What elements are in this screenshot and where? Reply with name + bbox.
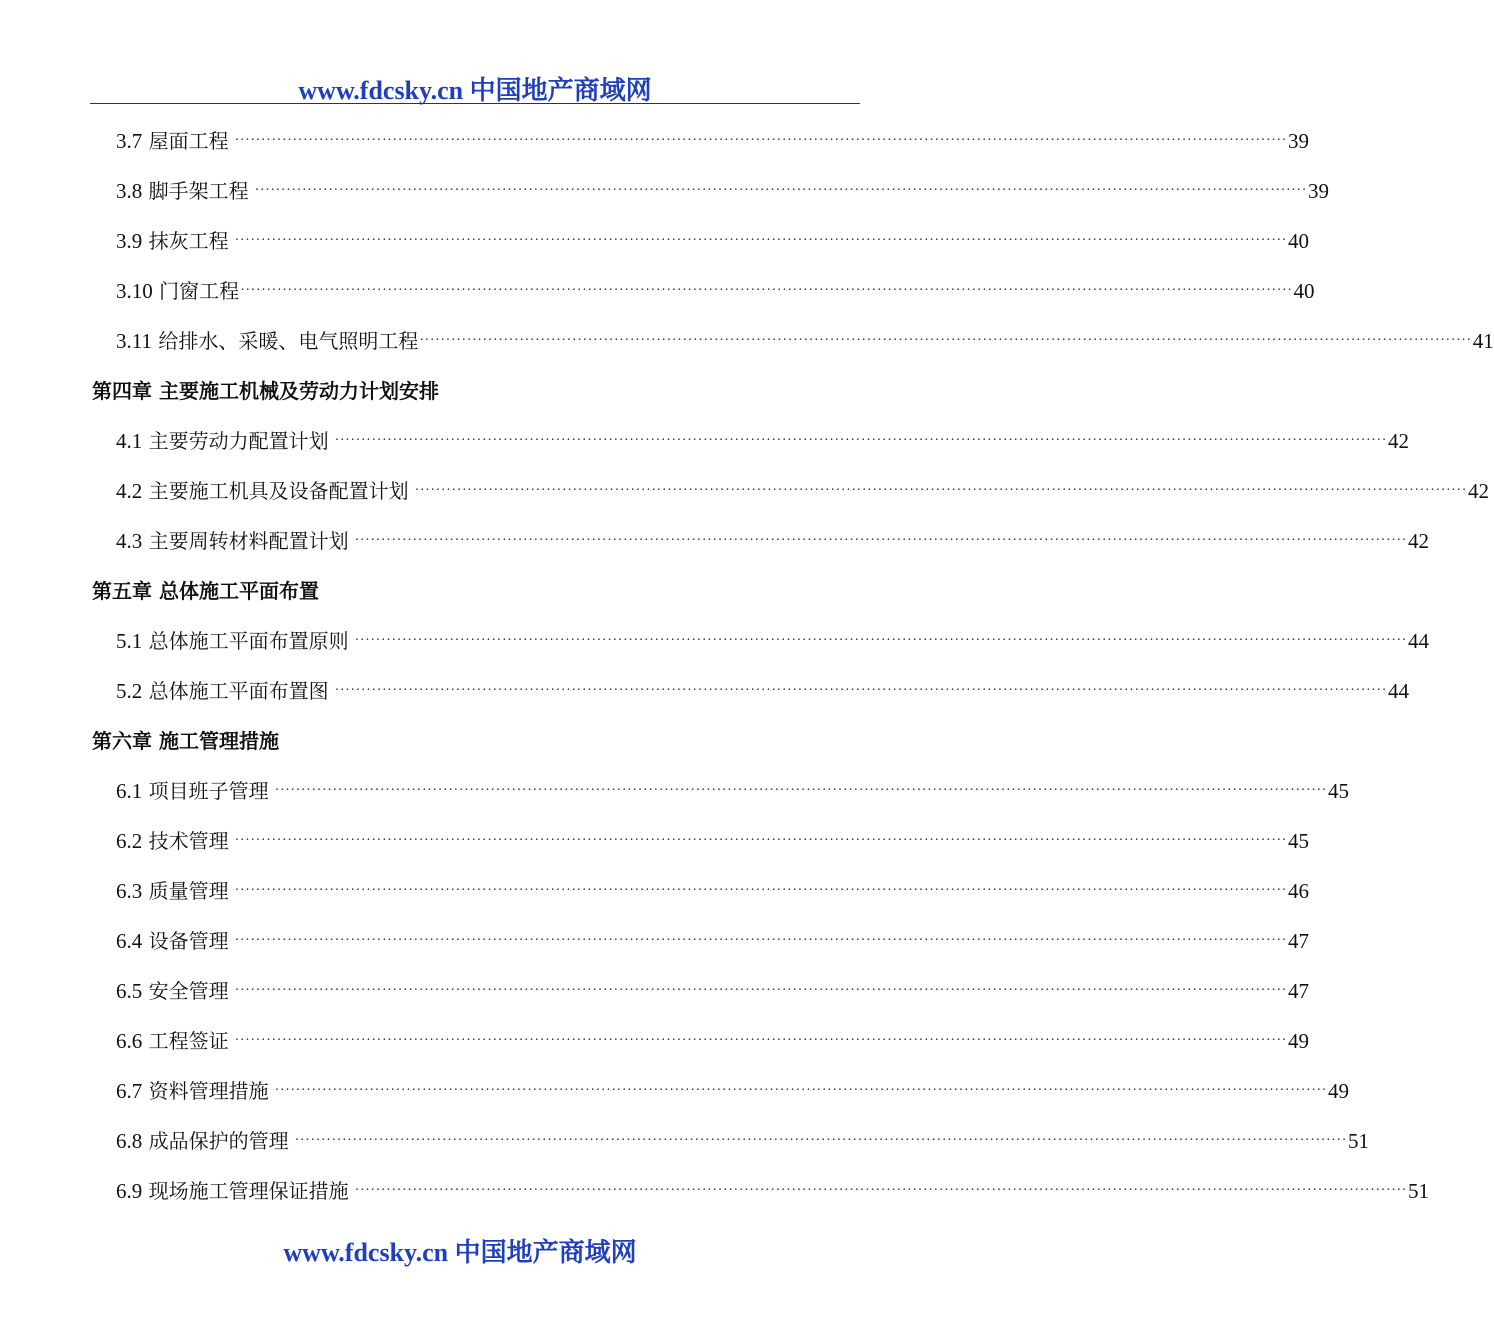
toc-entry-row <box>0 118 1310 168</box>
page-number: 45 <box>1328 779 1350 803</box>
toc-entry-link[interactable] <box>116 526 1430 556</box>
section-title: 抹灰工程 <box>148 229 229 253</box>
page-number: 51 <box>1408 1179 1430 1203</box>
toc-entry-row <box>0 1118 1370 1168</box>
section-number: 6.1 <box>116 779 143 803</box>
toc-entry-row <box>0 168 1330 218</box>
toc-entry-label <box>116 826 229 856</box>
toc-entry-row <box>0 868 1310 918</box>
section-number: 3.8 <box>116 179 143 203</box>
section-number: 5.2 <box>116 679 143 703</box>
section-number: 4.1 <box>116 429 143 453</box>
dot-leader: ········································································································································································································ <box>354 533 1408 548</box>
section-title: 主要周转材料配置计划 <box>148 529 349 553</box>
dot-leader: ········································································································································································································ <box>274 1083 1328 1098</box>
section-title: 总体施工平面布置原则 <box>148 629 349 653</box>
section-number: 6.6 <box>116 1029 143 1053</box>
toc-entry-label <box>116 1076 269 1106</box>
section-title: 工程签证 <box>148 1029 229 1053</box>
toc-entry-label <box>116 526 349 556</box>
toc-chapter-row <box>0 718 950 768</box>
toc-entry-label <box>116 276 239 306</box>
page-number: 49 <box>1288 1029 1310 1053</box>
toc-entry-label <box>116 926 229 956</box>
toc-entry-link[interactable] <box>116 476 1490 506</box>
dot-leader: ········································································································································································································ <box>274 783 1328 798</box>
dot-leader: ········································································································································································································ <box>419 333 1472 348</box>
toc-entry-row <box>0 668 1410 718</box>
toc-entry-row <box>0 418 1410 468</box>
toc-entry-link[interactable] <box>116 426 1410 456</box>
dot-leader: ········································································································································································································ <box>234 933 1288 948</box>
section-title: 设备管理 <box>148 929 229 953</box>
section-number: 6.9 <box>116 1179 143 1203</box>
page-number: 39 <box>1288 129 1310 153</box>
section-title: 主要施工机具及设备配置计划 <box>148 479 409 503</box>
page-number: 42 <box>1388 429 1410 453</box>
section-number: 6.7 <box>116 1079 143 1103</box>
chapter-heading[interactable]: 第四章 主要施工机械及劳动力计划安排 <box>92 379 439 403</box>
dot-leader: ········································································································································································································ <box>240 283 1293 298</box>
page-number: 42 <box>1468 479 1490 503</box>
page-number: 40 <box>1288 229 1310 253</box>
section-number: 3.10 <box>116 279 153 303</box>
section-number: 3.11 <box>116 329 152 353</box>
page-number: 51 <box>1348 1129 1370 1153</box>
section-title: 成品保护的管理 <box>148 1129 289 1153</box>
page-number: 39 <box>1308 179 1330 203</box>
section-number: 6.2 <box>116 829 143 853</box>
dot-leader: ········································································································································································································ <box>254 183 1308 198</box>
toc-entry-link[interactable] <box>116 876 1310 906</box>
dot-leader: ········································································································································································································ <box>334 683 1388 698</box>
toc-entry-row <box>0 268 1315 318</box>
chapter-heading[interactable]: 第六章 施工管理措施 <box>92 729 279 753</box>
toc-entry-link[interactable] <box>116 776 1350 806</box>
toc-entry-link[interactable] <box>116 1026 1310 1056</box>
dot-leader: ········································································································································································································ <box>294 1133 1348 1148</box>
header-site-link[interactable]: www.fdcsky.cn 中国地产商域网 <box>298 76 652 105</box>
section-number: 4.3 <box>116 529 143 553</box>
section-title: 总体施工平面布置图 <box>148 679 329 703</box>
page-number: 42 <box>1408 529 1430 553</box>
toc-entry-label <box>116 476 409 506</box>
section-number: 6.3 <box>116 879 143 903</box>
toc-entry-row <box>0 768 1350 818</box>
dot-leader: ········································································································································································································ <box>234 983 1288 998</box>
page-number: 47 <box>1288 979 1310 1003</box>
toc-entry-label <box>116 1126 289 1156</box>
page-number: 44 <box>1408 629 1430 653</box>
section-number: 6.5 <box>116 979 143 1003</box>
toc-entry-link[interactable] <box>116 226 1310 256</box>
toc-entry-link[interactable] <box>116 126 1310 156</box>
toc-entry-label <box>116 1026 229 1056</box>
toc-entry-link[interactable] <box>116 676 1410 706</box>
toc-entry-row <box>0 318 1494 368</box>
toc-entry-label <box>116 876 229 906</box>
dot-leader: ········································································································································································································ <box>354 633 1408 648</box>
dot-leader: ········································································································································································································ <box>414 483 1468 498</box>
section-title: 主要劳动力配置计划 <box>148 429 329 453</box>
section-title: 给排水、采暖、电气照明工程 <box>158 329 419 353</box>
toc-entry-label <box>116 976 229 1006</box>
toc-chapter-row <box>0 568 950 618</box>
section-number: 3.9 <box>116 229 143 253</box>
toc-entry-row <box>0 1168 1430 1218</box>
page-number: 49 <box>1328 1079 1350 1103</box>
toc-entry-link[interactable] <box>116 176 1330 206</box>
page-number: 46 <box>1288 879 1310 903</box>
toc-entry-label <box>116 676 329 706</box>
dot-leader: ········································································································································································································ <box>234 883 1288 898</box>
toc-entry-row <box>0 218 1310 268</box>
page-number: 41 <box>1472 329 1494 353</box>
section-number: 6.4 <box>116 929 143 953</box>
section-title: 质量管理 <box>148 879 229 903</box>
section-number: 5.1 <box>116 629 143 653</box>
toc-entry-link[interactable] <box>116 1126 1370 1156</box>
page-number: 45 <box>1288 829 1310 853</box>
toc-entry-link[interactable] <box>116 1076 1350 1106</box>
toc-entry-link[interactable] <box>116 326 1494 356</box>
chapter-heading[interactable]: 第五章 总体施工平面布置 <box>92 579 319 603</box>
toc-entry-link[interactable] <box>116 276 1315 306</box>
table-of-contents <box>0 118 1494 1218</box>
page-number: 47 <box>1288 929 1310 953</box>
toc-entry-label <box>116 326 418 356</box>
dot-leader: ········································································································································································································ <box>354 1183 1408 1198</box>
toc-entry-link[interactable] <box>116 976 1310 1006</box>
section-title: 项目班子管理 <box>148 779 269 803</box>
toc-entry-row <box>0 918 1310 968</box>
toc-entry-row <box>0 468 1490 518</box>
dot-leader: ········································································································································································································ <box>234 133 1288 148</box>
dot-leader: ········································································································································································································ <box>234 1033 1288 1048</box>
toc-entry-label <box>116 176 249 206</box>
dot-leader: ········································································································································································································ <box>334 433 1388 448</box>
toc-entry-link[interactable] <box>116 1176 1430 1206</box>
toc-entry-label <box>116 226 229 256</box>
toc-entry-label <box>116 626 349 656</box>
toc-entry-label <box>116 426 329 456</box>
toc-entry-label <box>116 1176 349 1206</box>
section-title: 资料管理措施 <box>148 1079 269 1103</box>
section-title: 安全管理 <box>148 979 229 1003</box>
toc-entry-row <box>0 1018 1310 1068</box>
toc-chapter-row <box>0 368 950 418</box>
section-title: 现场施工管理保证措施 <box>148 1179 349 1203</box>
toc-entry-link[interactable] <box>116 926 1310 956</box>
header-divider <box>90 103 860 104</box>
toc-entry-label <box>116 776 269 806</box>
section-title: 脚手架工程 <box>148 179 249 203</box>
toc-entry-label <box>116 126 229 156</box>
toc-entry-row <box>0 968 1310 1018</box>
dot-leader: ········································································································································································································ <box>234 233 1288 248</box>
toc-entry-row <box>0 618 1430 668</box>
toc-entry-link[interactable] <box>116 626 1430 656</box>
section-number: 6.8 <box>116 1129 143 1153</box>
section-number: 3.7 <box>116 129 143 153</box>
section-title: 门窗工程 <box>159 279 240 303</box>
page-number: 44 <box>1388 679 1410 703</box>
section-number: 4.2 <box>116 479 143 503</box>
page-number: 40 <box>1293 279 1315 303</box>
toc-entry-row <box>0 818 1310 868</box>
toc-entry-link[interactable] <box>116 826 1310 856</box>
footer-site-link[interactable]: www.fdcsky.cn 中国地产商域网 <box>283 1238 637 1267</box>
toc-entry-row <box>0 1068 1350 1118</box>
section-title: 技术管理 <box>148 829 229 853</box>
section-title: 屋面工程 <box>148 129 229 153</box>
dot-leader: ········································································································································································································ <box>234 833 1288 848</box>
toc-entry-row <box>0 518 1430 568</box>
